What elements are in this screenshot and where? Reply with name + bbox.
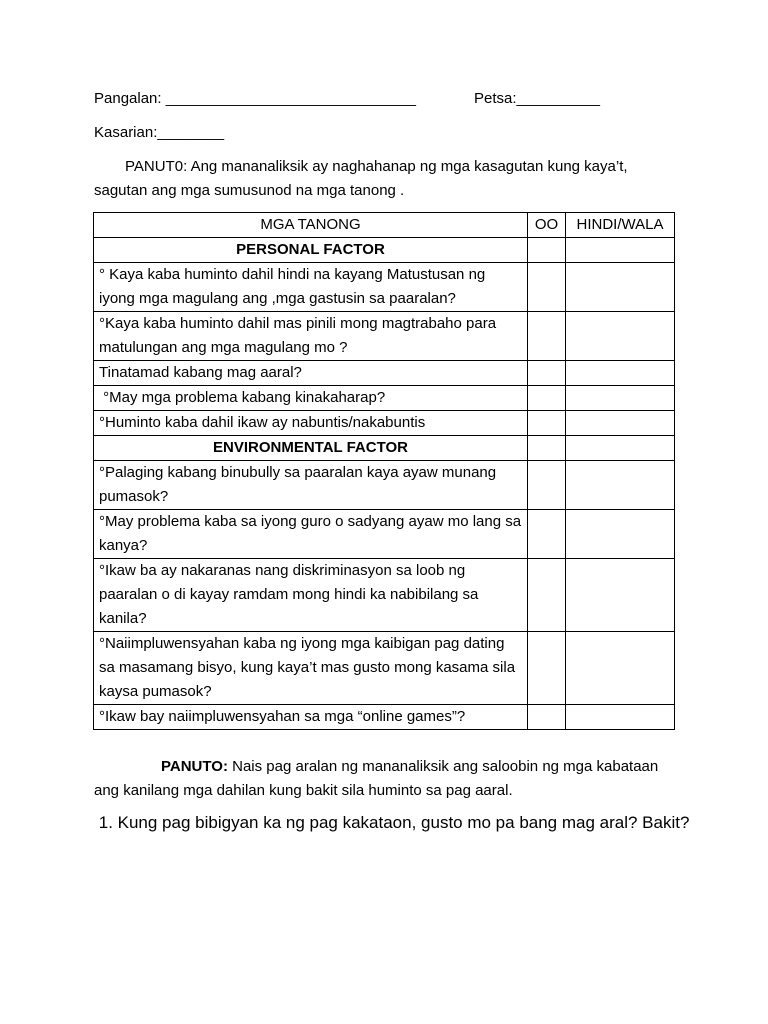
section-row xyxy=(94,238,675,263)
answer-cell-no[interactable] xyxy=(566,461,675,510)
question-text: °May mga problema kabang kinakaharap? xyxy=(94,386,528,411)
table-row xyxy=(94,263,675,312)
answer-cell-no[interactable] xyxy=(566,705,675,730)
answer-cell-no[interactable] xyxy=(566,632,675,705)
question-text: °Palaging kabang binubully sa paaralan kaya ayaw munang pumasok? xyxy=(94,461,528,510)
table-header-row xyxy=(94,213,675,238)
table-row xyxy=(94,632,675,705)
instruction-2 xyxy=(94,755,684,803)
answer-cell-no[interactable] xyxy=(566,436,675,461)
instruction-2-text: Nais pag aralan ng mananaliksik ang saloobin ng mga kabataan ang kanilang mga dahilan kung bakit sila huminto sa pag aaral. xyxy=(94,758,659,799)
answer-cell-yes[interactable] xyxy=(528,361,566,386)
question-text: °Ikaw ba ay nakaranas nang diskriminasyon sa loob ng paaralan o di kayay ramdam mong hindi ka nabibilang sa kanila? xyxy=(94,559,528,632)
section-environmental-factor: ENVIRONMENTAL FACTOR xyxy=(94,436,528,461)
question-1: 1. Kung pag bibigyan ka ng pag kakataon, gusto mo pa bang mag aral? Bakit? xyxy=(94,813,690,832)
answer-cell-yes[interactable] xyxy=(528,632,566,705)
table-row xyxy=(94,411,675,436)
instruction-1 xyxy=(94,155,684,203)
section-row xyxy=(94,436,675,461)
question-text: °May problema kaba sa iyong guro o sadyang ayaw mo lang sa kanya? xyxy=(94,510,528,559)
answer-cell-yes[interactable] xyxy=(528,510,566,559)
table-row xyxy=(94,361,675,386)
sex-field-label: Kasarian:________ xyxy=(94,124,225,141)
question-text: °Naiimpluwensyahan kaba ng iyong mga kaibigan pag dating sa masamang bisyo, kung kaya’t mas gusto mong kasama sila kaysa pumasok? xyxy=(94,632,528,705)
header-no: HINDI/WALA xyxy=(566,213,675,238)
instruction-2-label: PANUTO: xyxy=(161,758,228,775)
answer-cell-no[interactable] xyxy=(566,559,675,632)
answer-cell-no[interactable] xyxy=(566,386,675,411)
answer-cell-no[interactable] xyxy=(566,411,675,436)
answer-cell-no[interactable] xyxy=(566,238,675,263)
answer-cell-no[interactable] xyxy=(566,312,675,361)
name-field-label: Pangalan: ______________________________ xyxy=(94,90,416,107)
question-text: °Ikaw bay naiimpluwensyahan sa mga “online games”? xyxy=(94,705,528,730)
table-row xyxy=(94,461,675,510)
questionnaire-table xyxy=(93,212,675,730)
answer-cell-yes[interactable] xyxy=(528,312,566,361)
answer-cell-yes[interactable] xyxy=(528,436,566,461)
section-personal-factor: PERSONAL FACTOR xyxy=(94,238,528,263)
header-question: MGA TANONG xyxy=(94,213,528,238)
answer-cell-yes[interactable] xyxy=(528,263,566,312)
question-text: °Huminto kaba dahil ikaw ay nabuntis/nakabuntis xyxy=(94,411,528,436)
header-yes: OO xyxy=(528,213,566,238)
question-text: Tinatamad kabang mag aaral? xyxy=(94,361,528,386)
answer-cell-yes[interactable] xyxy=(528,386,566,411)
answer-cell-yes[interactable] xyxy=(528,705,566,730)
answer-cell-yes[interactable] xyxy=(528,559,566,632)
answer-cell-no[interactable] xyxy=(566,510,675,559)
table-row xyxy=(94,386,675,411)
answer-cell-yes[interactable] xyxy=(528,461,566,510)
table-row xyxy=(94,559,675,632)
answer-cell-yes[interactable] xyxy=(528,238,566,263)
answer-cell-no[interactable] xyxy=(566,361,675,386)
question-text: ° Kaya kaba huminto dahil hindi na kayang Matustusan ng iyong mga magulang ang ,mga gastusin sa paaralan? xyxy=(94,263,528,312)
table-row xyxy=(94,510,675,559)
answer-cell-no[interactable] xyxy=(566,263,675,312)
instruction-1-text: PANUT0: Ang mananaliksik ay naghahanap ng mga kasagutan kung kaya’t, sagutan ang mga sumusunod na mga tanong . xyxy=(94,158,628,199)
question-text: °Kaya kaba huminto dahil mas pinili mong magtrabaho para matulungan ang mga magulang mo ? xyxy=(94,312,528,361)
table-row xyxy=(94,312,675,361)
date-field-label: Petsa:__________ xyxy=(474,90,600,107)
answer-cell-yes[interactable] xyxy=(528,411,566,436)
table-row xyxy=(94,705,675,730)
